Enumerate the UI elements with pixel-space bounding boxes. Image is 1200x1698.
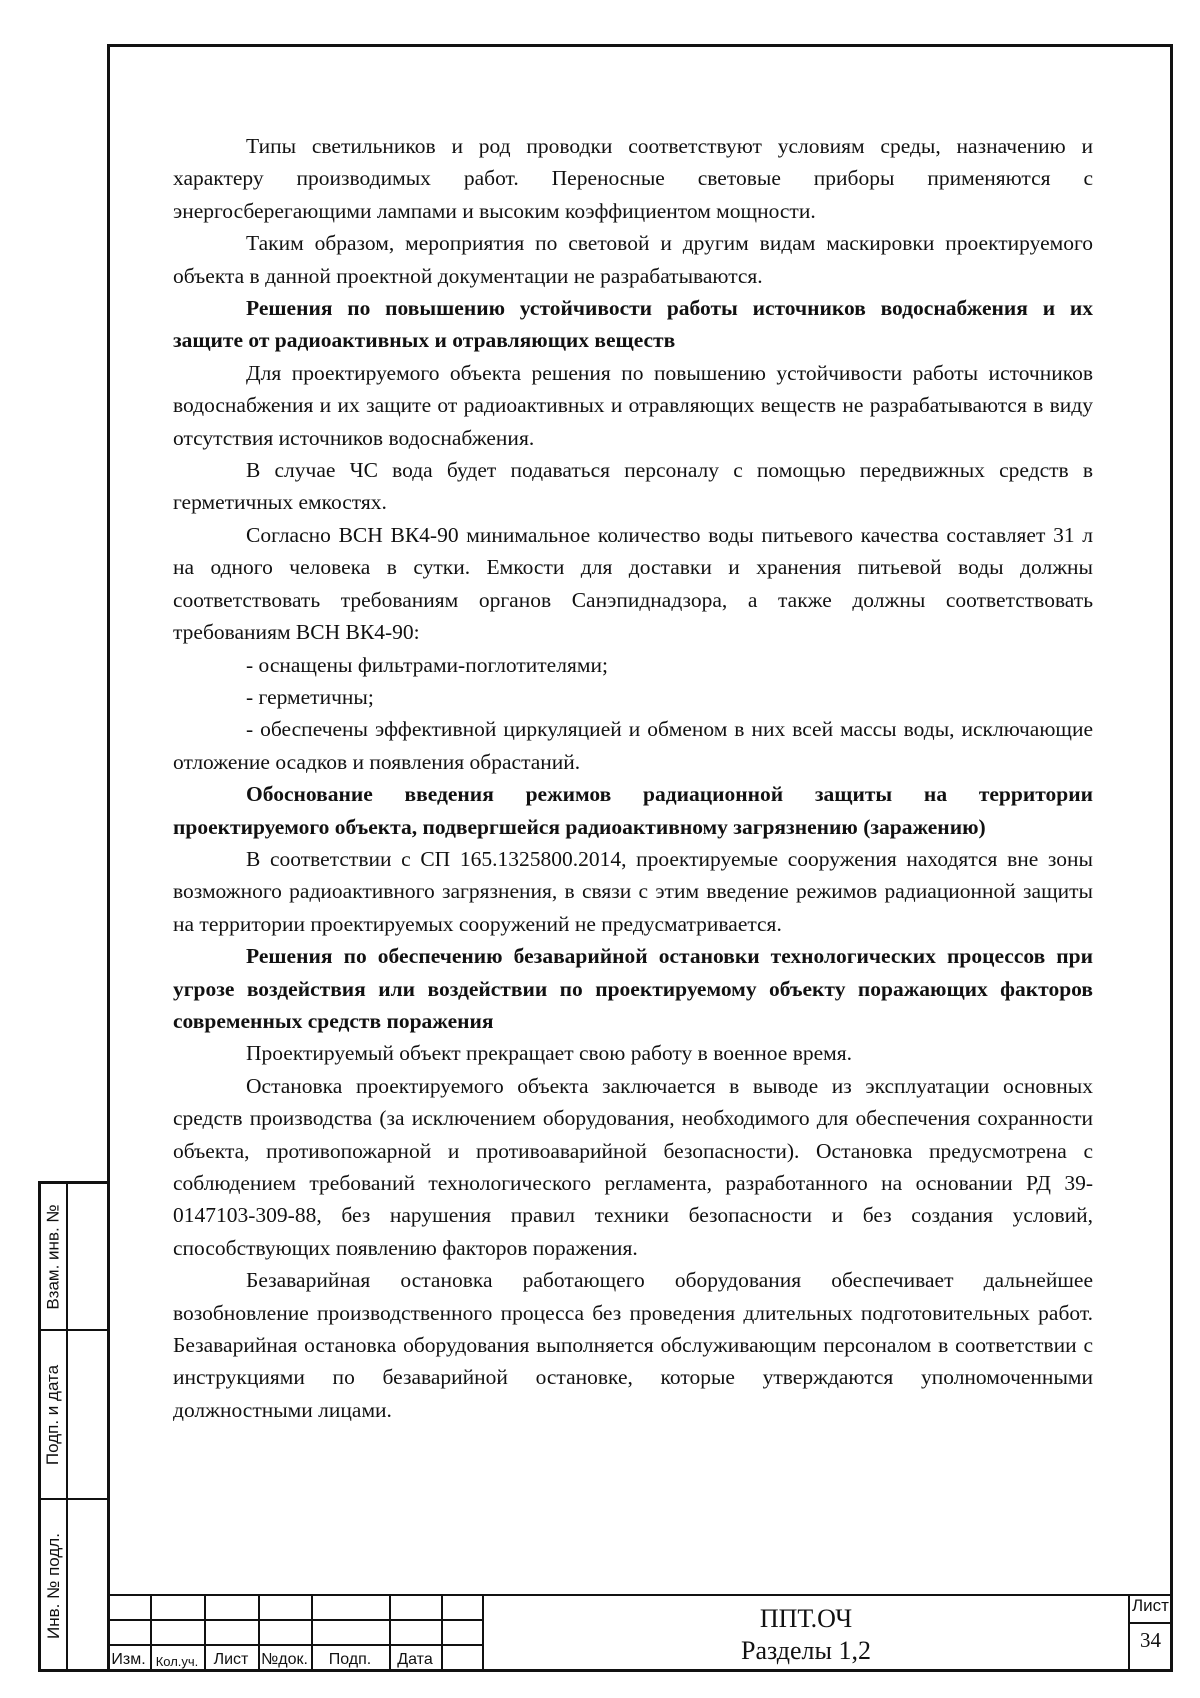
document-subtitle: Разделы 1,2 — [740, 1636, 871, 1665]
title-block-top-line — [107, 1594, 1173, 1596]
col-label-izm: Изм. — [111, 1651, 146, 1668]
paragraph: Проектируемый объект прекращает свою работу в военное время. — [246, 1041, 853, 1066]
paragraph: Остановка проектируемого объекта заключается в выводе из эксплуатации основных средств производства (за исключением оборудования, необходимого для обеспечения сохранности объекта, противопожарной и противоаварийной безопасности). Остановка предусмотрена с соблюдением требований технологического регламента, разработанного на основании РД 39-0147103-309-88, без нарушения правил техники безопасности и без создания условий, способствующих появлению факторов поражения. — [173, 1073, 1093, 1260]
paragraph: Таким образом, мероприятия по световой и другим видам маскировки проектируемого объекта в данной проектной документации не разрабатываются. — [173, 231, 1093, 288]
paragraph: Согласно ВСН ВК4-90 минимальное количество воды питьевого качества составляет 31 л на одного человека в сутки. Емкости для доставки и хранения питьевой воды должны соответствовать требованиям органов Санэпиднадзора, а также должны соответствовать требованиям ВСН ВК4-90: — [173, 522, 1093, 645]
sheet-divider-line — [1128, 1622, 1173, 1624]
paragraph: В соответствии с СП 165.1325800.2014, проектируемые сооружения находятся вне зоны возможного радиоактивного загрязнения, в связи с этим введение режимов радиационной защиты на территории проектируемых сооружений не предусматривается. — [173, 846, 1093, 936]
col-label-data: Дата — [397, 1651, 433, 1668]
side-cell-vzam — [41, 1184, 68, 1329]
paragraph: - обеспечены эффективной циркуляцией и обменом в них всей массы воды, исключающие отложение осадков и появления обрастаний. — [173, 717, 1093, 774]
side-label-podp: Подп. и дата — [43, 1364, 63, 1465]
title-block — [107, 1594, 1173, 1672]
col-label-list: Лист — [213, 1651, 249, 1668]
side-label-inv: Инв. № подл. — [43, 1533, 63, 1639]
paragraph: - герметичны; — [246, 684, 374, 709]
paragraph: Для проектируемого объекта решения по повышению устойчивости работы источников водоснабжения и их защите от радиоактивных и отравляющих веществ не разрабатываются в виду отсутствия источников водоснабжения. — [173, 360, 1093, 450]
sheet-number: 34 — [1140, 1628, 1161, 1652]
paragraph: Безаварийная остановка работающего оборудования обеспечивает дальнейшее возобновление производственного процесса без проведения длительных подготовительных работ. Безаварийная остановка оборудования выполняется обслуживающим персоналом в соответствии с инструкциями по безаварийной остановке, которые утверждаются уполномоченными должностными лицами. — [173, 1268, 1093, 1422]
side-label-vzam: Взам. инв. № — [43, 1203, 63, 1310]
paragraph: - оснащены фильтрами-поглотителями; — [246, 652, 608, 677]
side-cell-inv — [41, 1500, 68, 1672]
col-label-podp: Подп. — [328, 1651, 372, 1668]
side-stamp — [38, 1181, 107, 1672]
section-heading: Решения по повышению устойчивости работы источников водоснабжения и их защите от радиоактивных и отравляющих веществ — [173, 296, 1093, 353]
section-heading: Обоснование введения режимов радиационной защиты на территории проектируемого объекта, подвергшейся радиоактивному загрязнению (заражению) — [173, 782, 1093, 839]
side-cell-podp — [41, 1331, 68, 1498]
col-label-ndok: №док. — [261, 1651, 308, 1668]
document-code: ППТ.ОЧ — [759, 1604, 853, 1633]
document-body — [173, 130, 1093, 1426]
title-block-row-line — [107, 1619, 482, 1621]
title-block-col-line — [441, 1594, 443, 1672]
paragraph: В случае ЧС вода будет подаваться персоналу с помощью передвижных средств в герметичных емкостях. — [173, 458, 1093, 515]
section-heading: Решения по обеспечению безаварийной остановки технологических процессов при угрозе воздействия или воздействии по проектируемому объекту поражающих факторов современных средств поражения — [173, 944, 1093, 1033]
sheet-label: Лист — [1132, 1596, 1169, 1615]
paragraph: Типы светильников и род проводки соответствуют условиям среды, назначению и характеру производимых работ. Переносные световые приборы применяются с энергосберегающими лампами и высоким коэффициентом мощности. — [173, 134, 1093, 223]
title-block-row-line — [107, 1644, 482, 1646]
col-label-kolvo: Кол.уч. — [155, 1654, 199, 1669]
